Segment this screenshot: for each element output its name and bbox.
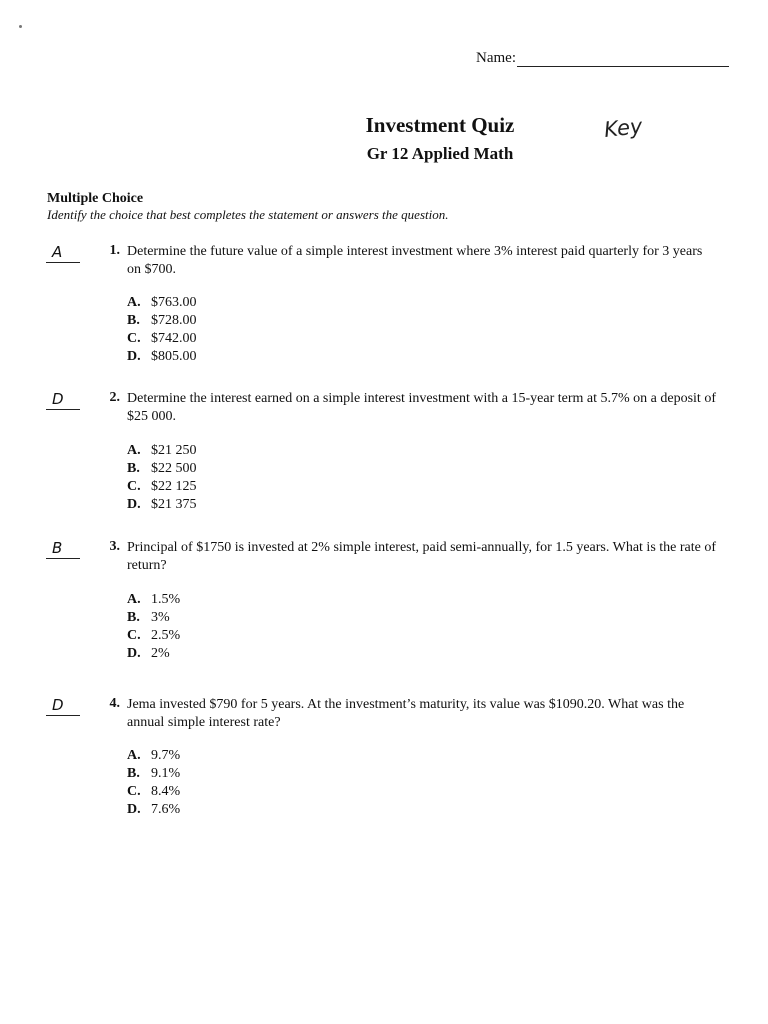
choice-letter: A. xyxy=(127,443,141,458)
choice-text: 9.1% xyxy=(151,766,181,781)
choice-item[interactable] xyxy=(127,330,197,348)
choice-text: $728.00 xyxy=(151,313,197,328)
choice-item[interactable] xyxy=(127,609,180,627)
handwritten-key-mark: Key xyxy=(602,114,644,142)
choice-item[interactable] xyxy=(127,460,197,478)
question-text: Determine the interest earned on a simple interest investment with a 15-year term at 5.7% on a deposit of $25 000. xyxy=(127,391,716,424)
choice-letter: A. xyxy=(127,592,141,607)
choice-text: 8.4% xyxy=(151,784,181,799)
choice-item[interactable] xyxy=(127,801,180,819)
question-text: Jema invested $790 for 5 years. At the investment’s maturity, its value was $1090.20. What was the annual simple interest rate? xyxy=(127,697,685,730)
choice-item[interactable] xyxy=(127,496,197,514)
choice-letter: D. xyxy=(127,802,141,817)
choice-letter: B. xyxy=(127,461,140,476)
choice-letter: D. xyxy=(127,646,141,661)
choice-item[interactable] xyxy=(127,312,197,330)
question-text: Principal of $1750 is invested at 2% simple interest, paid semi-annually, for 1.5 years. What is the rate of return? xyxy=(127,540,717,573)
quiz-subtitle: Gr 12 Applied Math xyxy=(366,144,514,163)
choice-item[interactable] xyxy=(127,348,197,366)
answer-blank[interactable]: B xyxy=(46,539,80,559)
choice-letter: D. xyxy=(127,497,141,512)
choice-item[interactable] xyxy=(127,783,180,801)
choice-list xyxy=(127,442,197,514)
choice-text: 7.6% xyxy=(151,802,181,817)
choice-letter: B. xyxy=(127,313,140,328)
choice-text: 2% xyxy=(151,646,170,661)
choice-text: 9.7% xyxy=(151,748,181,763)
choice-text: $763.00 xyxy=(151,295,197,310)
choice-letter: D. xyxy=(127,349,141,364)
choice-item[interactable] xyxy=(127,478,197,496)
question-number: 4. xyxy=(109,696,120,711)
question-number: 2. xyxy=(109,390,120,405)
question-number: 1. xyxy=(109,243,120,258)
name-field[interactable] xyxy=(476,50,729,67)
choice-list xyxy=(127,591,180,663)
question-text: Determine the future value of a simple interest investment where 3% interest paid quarterly for 3 years on $700. xyxy=(127,244,703,277)
choice-text: $805.00 xyxy=(151,349,197,364)
choice-item[interactable] xyxy=(127,645,180,663)
answer-blank[interactable]: A xyxy=(46,243,80,263)
quiz-title: Investment Quiz xyxy=(365,113,515,137)
choice-letter: C. xyxy=(127,479,141,494)
choice-letter: A. xyxy=(127,295,141,310)
choice-letter: B. xyxy=(127,610,140,625)
choice-item[interactable] xyxy=(127,591,180,609)
choice-item[interactable] xyxy=(127,442,197,460)
name-blank-line[interactable] xyxy=(517,52,729,67)
choice-text: $21 250 xyxy=(151,443,197,458)
choice-letter: C. xyxy=(127,784,141,799)
choice-letter: A. xyxy=(127,748,141,763)
section-heading: Multiple Choice xyxy=(47,191,144,206)
answer-blank[interactable]: D xyxy=(46,696,80,716)
name-label: Name: xyxy=(476,50,516,66)
choice-letter: C. xyxy=(127,331,141,346)
choice-item[interactable] xyxy=(127,627,180,645)
choice-letter: C. xyxy=(127,628,141,643)
choice-item[interactable] xyxy=(127,765,180,783)
choice-text: 1.5% xyxy=(151,592,181,607)
choice-text: $742.00 xyxy=(151,331,197,346)
choice-list xyxy=(127,294,197,366)
scan-speck xyxy=(19,25,22,28)
choice-text: 2.5% xyxy=(151,628,181,643)
question-number: 3. xyxy=(109,539,120,554)
choice-list xyxy=(127,747,180,819)
choice-letter: B. xyxy=(127,766,140,781)
choice-text: $21 375 xyxy=(151,497,197,512)
choice-text: $22 500 xyxy=(151,461,197,476)
section-instructions: Identify the choice that best completes the statement or answers the question. xyxy=(47,207,449,222)
choice-item[interactable] xyxy=(127,747,180,765)
choice-text: $22 125 xyxy=(151,479,197,494)
choice-item[interactable] xyxy=(127,294,197,312)
answer-blank[interactable]: D xyxy=(46,390,80,410)
choice-text: 3% xyxy=(151,610,170,625)
